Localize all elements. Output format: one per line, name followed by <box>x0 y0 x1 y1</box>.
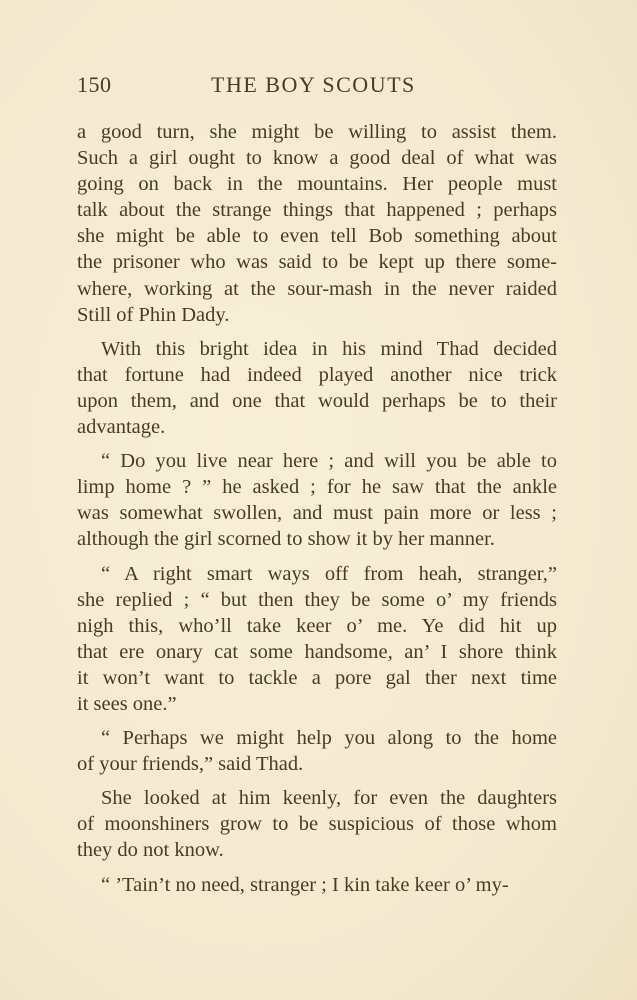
text-line: “ Do you live near here ; and will you be able to <box>101 450 557 473</box>
page-header <box>77 72 557 106</box>
paragraph <box>77 336 557 440</box>
paragraph <box>77 448 557 552</box>
text-line: the prisoner who was said to be kept up there some- <box>77 251 557 274</box>
text-line: that ere onary cat some handsome, an’ I shore think <box>77 640 557 663</box>
text-line: although the girl scorned to show it by her manner. <box>77 528 495 551</box>
page-body <box>77 119 557 906</box>
text-line: was somewhat swollen, and must pain more or less ; <box>77 502 557 525</box>
text-line: where, working at the sour-mash in the never raided <box>77 277 557 300</box>
text-line: she replied ; “ but then they be some o’ my friends <box>77 588 557 611</box>
text-line: of moonshiners grow to be suspicious of those whom <box>77 813 557 836</box>
text-line: She looked at him keenly, for even the daughters <box>101 787 557 810</box>
text-line: they do not know. <box>77 839 224 862</box>
text-line: talk about the strange things that happened ; perhaps <box>77 199 557 222</box>
text-line: advantage. <box>77 416 166 439</box>
paragraph <box>77 872 557 898</box>
text-line: Still of Phin Dady. <box>77 303 230 326</box>
text-line: upon them, and one that would perhaps be to their <box>77 389 557 412</box>
page-number: 150 <box>77 72 112 97</box>
paragraph <box>77 785 557 863</box>
text-line: of your friends,” said Thad. <box>77 753 304 776</box>
text-line: With this bright idea in his mind Thad decided <box>101 337 557 360</box>
text-line: going on back in the mountains. Her people must <box>77 173 557 196</box>
text-line: Such a girl ought to know a good deal of what was <box>77 147 557 170</box>
text-line: “ Perhaps we might help you along to the home <box>101 727 557 750</box>
text-line: “ A right smart ways off from heah, stranger,” <box>101 562 557 585</box>
running-title: THE BOY SCOUTS <box>211 72 416 97</box>
text-line: “ ’Tain’t no need, stranger ; I kin take keer o’ my- <box>101 873 509 896</box>
text-line: a good turn, she might be willing to assist them. <box>77 121 557 143</box>
text-line: it sees one.” <box>77 692 177 715</box>
paragraph <box>77 725 557 777</box>
text-line: nigh this, who’ll take keer o’ me. Ye did hit up <box>77 614 557 637</box>
text-line: she might be able to even tell Bob something about <box>77 225 557 248</box>
text-line: that fortune had indeed played another nice trick <box>77 363 557 386</box>
paragraph <box>77 561 557 718</box>
text-line: limp home ? ” he asked ; for he saw that the ankle <box>77 476 557 499</box>
text-line: it won’t want to tackle a pore gal ther next time <box>77 666 557 689</box>
paragraph <box>77 119 557 328</box>
